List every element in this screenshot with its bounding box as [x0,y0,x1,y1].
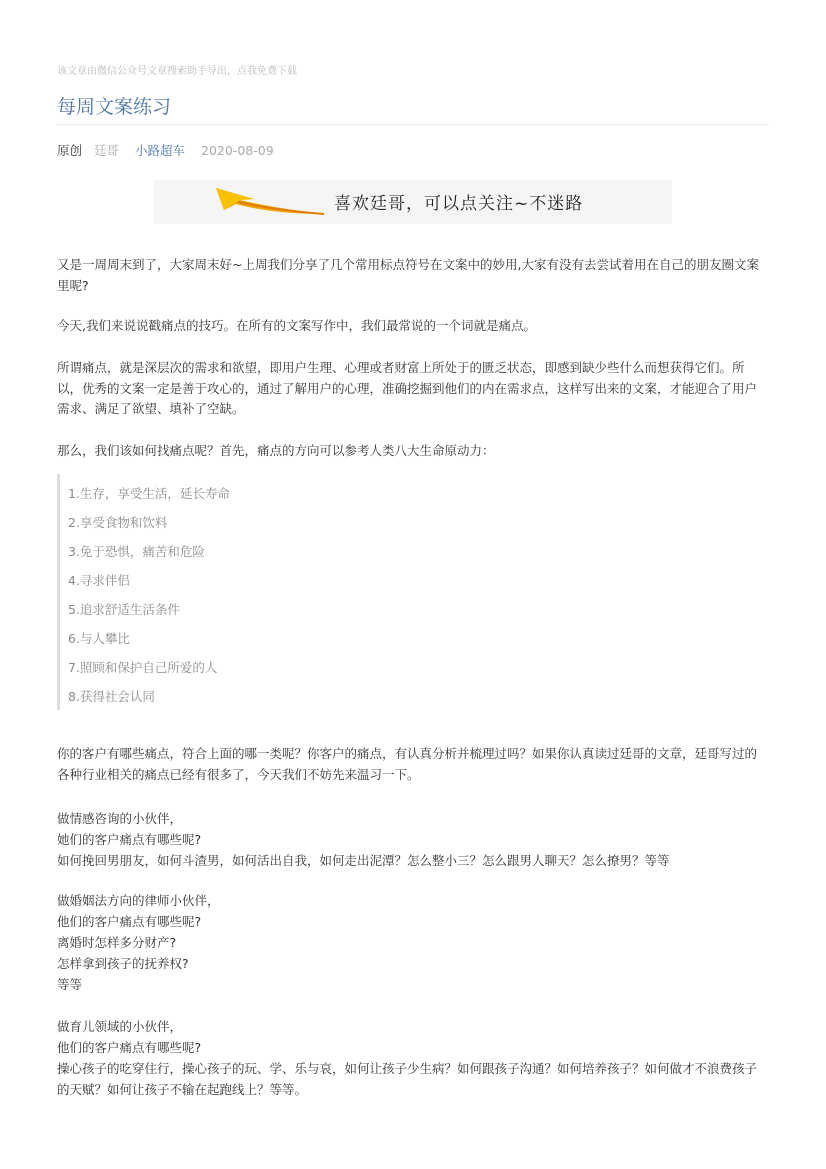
group-line: 她们的客户痛点有哪些呢? [57,832,202,847]
list-item: 6.与人攀比 [68,631,130,646]
group-parenting [57,1016,769,1100]
original-tag: 原创 [57,143,83,158]
paragraph-definition: 所谓痛点，就是深层次的需求和欲望，即用户生理、心理或者财富上所处于的匮乏状态，即感到缺少些什么而想获得它们。所以，优秀的文案一定是善于攻心的，通过了解用户的心理，准确挖掘到他们的内在需求点，这样写出来的文案，才能迎合了用户需求、满足了欲望、填补了空缺。 [57,360,758,416]
follow-banner [154,180,672,224]
paragraph-review: 你的客户有哪些痛点，符合上面的哪一类呢？你客户的痛点，有认真分析并梳理过吗？如果你认真读过廷哥的文章，廷哥写过的各种行业相关的痛点已经有很多了，今天我们不妨先来温习一下。 [57,746,758,782]
list-item: 5.追求舒适生活条件 [68,602,180,617]
group-line: 他们的客户痛点有哪些呢? [57,914,202,929]
publish-date: 2020-08-09 [201,143,274,158]
group-line: 做婚姻法方向的律师小伙伴， [57,893,220,908]
banner-text: 喜欢廷哥，可以点关注~不迷路 [334,194,584,214]
list-item: 1.生存，享受生活，延长寿命 [68,486,230,501]
title-divider [57,124,769,125]
group-line: 做育儿领域的小伙伴， [57,1019,183,1034]
group-line: 等等 [57,977,83,992]
account-link[interactable]: 小路超车 [135,143,186,158]
article-title: 每周文案练习 [57,96,172,118]
list-item: 3.免于恐惧，痛苦和危险 [68,544,205,559]
group-lawyer [57,890,769,995]
group-emotion [57,808,769,871]
list-item: 7.照顾和保护自己所爱的人 [68,660,218,675]
group-line: 怎样拿到孩子的抚养权? [57,956,189,971]
paragraph-intro: 又是一周周末到了，大家周末好~上周我们分享了几个常用标点符号在文案中的妙用,大家有没有去尝试着用在自己的朋友圈文案里呢? [57,257,759,293]
paragraph-topic: 今天,我们来说说戳痛点的技巧。在所有的文案写作中，我们最常说的一个词就是痛点。 [57,318,536,333]
group-line: 离婚时怎样多分财产? [57,935,177,950]
list-item: 8.获得社会认同 [68,689,155,704]
group-line: 如何挽回男朋友，如何斗渣男，如何活出自我，如何走出泥潭？怎么整小三？怎么跟男人聊天？怎么撩男？等等 [57,853,670,868]
paragraph-question: 那么，我们该如何找痛点呢？首先，痛点的方向可以参考人类八大生命原动力： [57,443,495,458]
author-name: 廷哥 [94,143,120,158]
export-download-link[interactable]: 该文章由微信公众号文章搜索助手导出，点我免费下载 [57,66,297,77]
list-item: 2.享受食物和饮料 [68,515,168,530]
drives-blockquote [57,474,772,710]
arrow-icon [154,180,334,224]
group-line: 他们的客户痛点有哪些呢? [57,1040,202,1055]
list-item: 4.寻求伴侣 [68,573,130,588]
article-meta [57,141,282,159]
group-line: 操心孩子的吃穿住行，操心孩子的玩、学、乐与哀，如何让孩子少生病？如何跟孩子沟通？如何培养孩子？如何做才不浪费孩子的天赋？如何让孩子不输在起跑线上？等等。 [57,1061,758,1097]
group-line: 做情感咨询的小伙伴， [57,811,183,826]
